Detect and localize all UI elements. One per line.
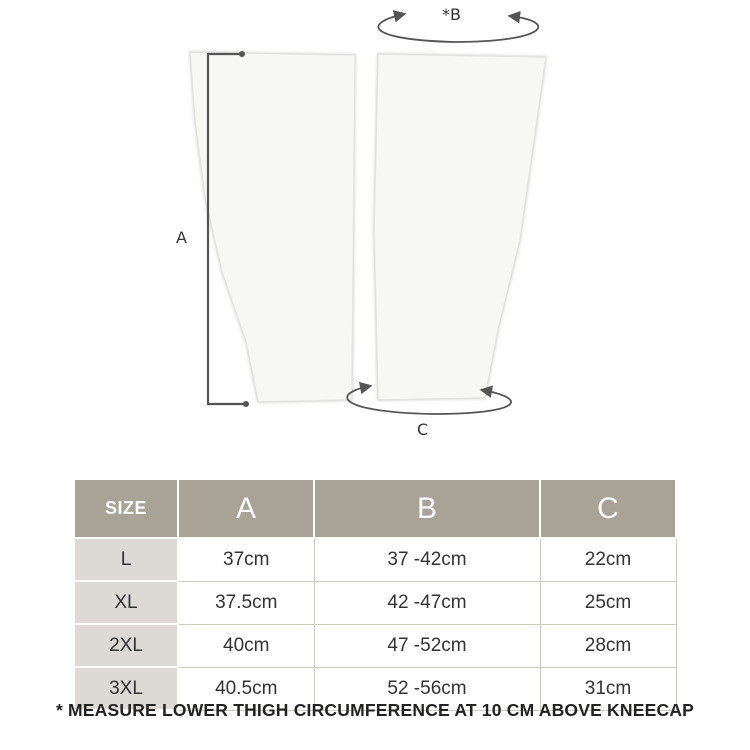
sleeve-side-view: [190, 52, 355, 402]
header-a: A: [178, 479, 314, 538]
header-c: C: [540, 479, 676, 538]
size-cell: 2XL: [74, 624, 178, 667]
table-row: [74, 624, 676, 667]
size-cell: 3XL: [74, 667, 178, 710]
table-header-row: [74, 479, 676, 538]
dimension-c-label: C: [417, 420, 429, 439]
size-chart-table: [73, 478, 677, 711]
c-cell: 28cm: [540, 624, 676, 667]
a-cell: 37cm: [178, 538, 314, 581]
c-cell: 25cm: [540, 581, 676, 624]
dimension-b-label: *B: [442, 5, 461, 24]
dimension-a-label: A: [176, 228, 187, 247]
b-cell: 42 -47cm: [314, 581, 540, 624]
b-cell: 37 -42cm: [314, 538, 540, 581]
measurement-footnote: * MEASURE LOWER THIGH CIRCUMFERENCE AT 10 CM ABOVE KNEECAP: [55, 700, 695, 720]
c-cell: 31cm: [540, 667, 676, 710]
b-cell: 47 -52cm: [314, 624, 540, 667]
b-cell: 52 -56cm: [314, 667, 540, 710]
a-cell: 37.5cm: [178, 581, 314, 624]
header-b: B: [314, 479, 540, 538]
c-cell: 22cm: [540, 538, 676, 581]
size-cell: XL: [74, 581, 178, 624]
table-row: [74, 538, 676, 581]
a-cell: 40.5cm: [178, 667, 314, 710]
sleeve-front-view: [374, 54, 546, 400]
header-size: SIZE: [74, 479, 178, 538]
table-row: [74, 581, 676, 624]
size-cell: L: [74, 538, 178, 581]
a-cell: 40cm: [178, 624, 314, 667]
